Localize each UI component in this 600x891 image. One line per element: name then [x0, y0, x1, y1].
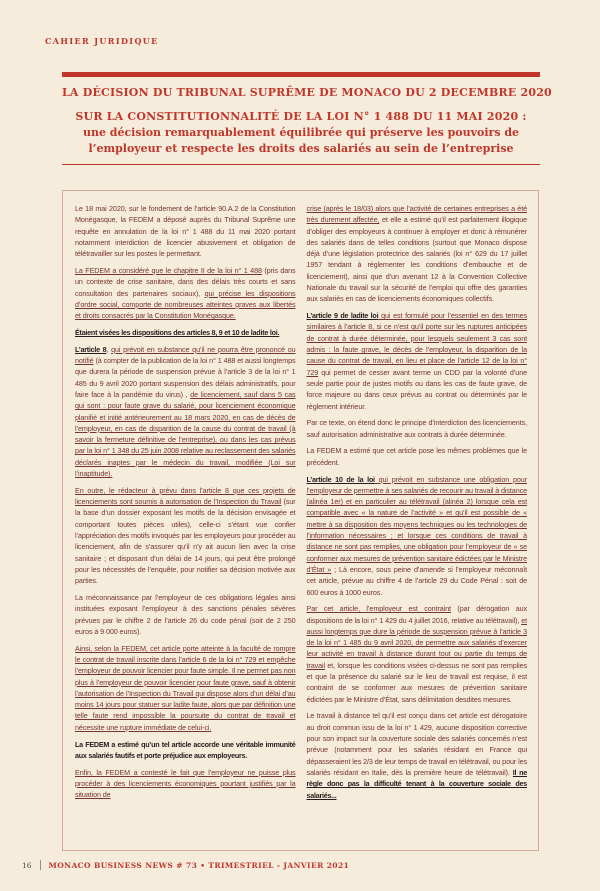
paragraph [307, 310, 528, 412]
text-run: Par ce texte, on étend donc le principe d’interdiction des licenciements, sauf autorisation administrative aux contrats à durée déterminée. [306, 418, 527, 439]
magazine-name-and-issue [49, 861, 350, 870]
text-run: qui est formulé pour l’essentiel en des termes similaires à l’article 8, si ce n’est qu’il porte sur les ruptures anticipées de contrat à durée déterminée, pour lesquels seulement 3 cas sont admis : la faute grave, le décès de l’employeur, la disparition de la cause du contrat de travail, en lieu et place de l’article 12 de la loi n° 729 [306, 311, 527, 377]
text-run: La FEDEM a estimé qu’un tel article accorde une véritable immunité aux salariés fautifs et porte préjudice aux employeurs. [75, 739, 296, 760]
text-run: Par cet article, l’employeur est contraint [306, 604, 451, 614]
text-run: qui permet de cesser avant terme un CDD par la volonté d’une seule partie pour de justes motifs ou dans les cas de faute grave, de force majeure ou dans ceux prévus au contrat ou déterminés par le règlement intérieur. [306, 367, 527, 411]
magazine-name: MONACO BUSINESS NEWS [48, 860, 174, 870]
article-title-line-1: LA DÉCISION DU TRIBUNAL SUPRÊME DE MONACO DU 2 DECEMBRE 2020 [62, 86, 552, 99]
text-run: Étaient visées les dispositions des articles 8, 9 et 10 de ladite loi. [75, 327, 280, 337]
paragraph [75, 327, 296, 338]
paragraph [75, 203, 296, 259]
text-run: La FEDEM a considéré que le chapitre II de la loi n° 1 488 [75, 265, 262, 275]
article-title-line-2: SUR LA CONSTITUTIONNALITÉ DE LA LOI N° 1 488 DU 11 MAI 2020 : [75, 110, 527, 123]
right-column [307, 203, 528, 840]
text-run: (pris dans un contexte de crise sanitaire, dans des délais très courts et sans consultation des partenaires sociaux), [75, 265, 296, 298]
page-footer [22, 860, 349, 870]
article-body-box [62, 190, 539, 851]
article-subtitle-line-1: une décision remarquablement équilibrée qui préserve les pouvoirs de [82, 126, 520, 139]
header-top-bar [62, 72, 540, 77]
paragraph [75, 643, 296, 733]
text-run: et, lorsque les conditions visées ci-dessus ne sont pas remplies et que la présence du salarié sur le lieu de travail est requise, il est contraint de se conformer aux mesures de prévention sanitaire édictées par le Ministre d’État, sans délimitation desdites mesures. [306, 660, 527, 704]
text-run: L’article 10 de la loi [306, 474, 375, 484]
article-subtitle-line-2: l’employeur et respecte les droits des salariés au sein de l’entreprise [88, 142, 514, 155]
paragraph [75, 767, 296, 801]
text-run: La FEDEM a estimé que cet article pose les mêmes problèmes que le précédent. [306, 446, 527, 467]
paragraph [307, 710, 528, 800]
paragraph [75, 485, 296, 587]
text-run: et elle a estimé qu’il est parfaitement illogique d’obliger des employeurs à continuer à employer et donc à rémunérer des salariés dans de telles conditions (surtout que Monaco dispose déjà d’une législation protectrice des salariés (loi n° 629 du 17 juillet 1957 tendant à réglementer les conditions d’embauche et de licenciement), ainsi que d’un avenant 12 à la Convention Collective Nationale du travail sur la sécurité de l’emploi qui offre des garanties aux salariés en cas de licenciements économiques collectifs. [306, 215, 528, 304]
paragraph [75, 344, 296, 480]
text-run: L’article 8 [75, 344, 107, 354]
paragraph [75, 592, 296, 637]
text-run: Le 18 mai 2020, sur le fondement de l’article 90.A.2 de la Constitution Monégasque, la FEDEM a déposé auprès du Tribunal Suprême une requête en annulation de la loi n° 1 488 du 11 mai 2020 portant notamment interdiction de licencier abusivement et obligation de télétravailler sur les postes le permettant. [75, 204, 296, 259]
text-run: (à compter de la publication de la loi n° 1 488 et aussi longtemps que durera la période de suspension prévue à l’article 3 de la loi n° 1 485 du 9 avril 2020 portant suspension des délais administratifs, pour faire face à la pandémie du virus) , [75, 356, 296, 399]
paragraph [307, 603, 528, 705]
header-bottom-rule [62, 164, 540, 165]
text-run: En outre, le rédacteur à prévu dans l’article 8 que ces projets de licenciements sont soumis à autorisation de l’Inspection du Travail [75, 485, 296, 507]
text-run: Enfin, la FEDEM a contesté le fait que l’employeur ne puisse plus procéder à des licenciements économiques pourtant justifiés par la situation de [75, 767, 296, 800]
text-run: crise (après le 18/03) alors que l’activité de certaines entreprises a été très durement affectée, [306, 204, 527, 225]
paragraph [307, 203, 528, 305]
paragraph [307, 417, 528, 440]
text-run: qui précise les dispositions d’ordre social, comporte de nombreuses atteintes graves aux libertés et droits consacrés par la Constitution Monégasque. [75, 288, 296, 321]
page-number: 16 [22, 860, 32, 870]
text-run: qui prévoit en substance une obligation pour l’employeur de permettre à ses salariés de recourir au travail à distance (alinéa 1er) et en particulier au télétravail (alinéa 2) lorsque cela est compatible avec « la nature de l’activité » et qu’il est possible de « mettre à sa disposition des moyens techniques ou les technologies de l’information nécessaires ; et lorsque ces conditions de travail à distance ne sont pas remplies, une obligation pour l’employeur de « se conformer aux mesures de prévention sanitaire édictées par le Ministre d’État » [306, 474, 527, 574]
text-run: qui prévoit en substance qu’il ne pourra être prononcé ou notifié [75, 344, 296, 366]
text-run: La méconnaissance par l’employeur de ces obligations légales ainsi instituées exposant l’employeur à des sanctions pénales sévères prévues par le chiffre 2 de l’article 26 du code pénal (soit de 2 250 euros à 9 000 euros). [75, 593, 296, 636]
text-run: de licenciement, sauf dans 5 cas qui sont : pour faute grave du salarié, pour licenciement économique planifié et initié antérieurement au 18 mars 2020, en cas de décès de l’employeur, en cas de disparition de la cause du contrat de travail (à savoir la fermeture définitive de l’entreprise), ou dans les cas prévus par la loi n° 1 348 du 25 juin 2008 relative au reclassement des salariés déclarés inaptes par le médecin du travail, modifiée (Loi sur l’inaptitude). [75, 389, 296, 479]
text-run: (par dérogation aux dispositions de la loi n° 1 429 du 4 juillet 2016, relative au télétravail), [306, 604, 527, 625]
text-run: Le travail à distance tel qu’il est conçu dans cet article est dérogatoire au droit commun issu de la loi n° 1 429, aucune disposition corrective pour son impact sur la couverture sociale des salariés concernés n’est prévue (notamment pour les salariés résidant en France qui dépasseraient les 2/3 de leur temps de travail en télétravail, ou pour les salariés résidant en Italie, dès la première heure de télétravail). [306, 711, 527, 777]
paragraph [75, 265, 296, 321]
text-run: (sur la base d’un dossier exposant les motifs de la décision envisagée et comportant toutes pièces utiles), celle-ci s’étant vue confier l’appréciation des motifs invoqués par les employeurs pour procéder au licenciement, afin de s’assurer qu’il n’y ait aucun lien avec la crise sanitaire ; et disposant d’un délai de 14 jours, qui peut être prolongé pour les nécessités de l’enquête, pour notifier sa décision motivée aux parties. [75, 497, 296, 586]
paragraph [307, 445, 528, 468]
paragraph [75, 739, 296, 762]
left-column [75, 203, 296, 840]
text-run: , [106, 344, 112, 354]
text-run: Ainsi, selon la FEDEM, cet article porte atteinte à la faculté de rompre le contrat de travail inscrite dans l’article 6 de la loi n° 729 et empêche l’employeur de pouvoir licencier pour faute simple. Il ne permet pas non plus à l’employeur de pouvoir licencier pour faute grave, sauf à obtenir l’autorisation de l’Inspection du Travail qui dispose alors d’un délai d’au moins 14 jours pour statuer sur ladite faute, alors que par définition une telle faute rend impossible la poursuite du contrat de travail et nécessite une rupture immédiate de celui-ci. [75, 643, 296, 732]
section-label: CAHIER JURIDIQUE [45, 36, 159, 46]
text-run: et aussi longtemps que dure la période de suspension prévue à l’article 3 de la loi n° 1 485 du 9 avril 2020, de permettre aux salariés d’exercer leur activité en travail à distance durant tout ou partie du temps de travail [306, 615, 527, 670]
article-header [62, 72, 552, 165]
footer-separator [40, 860, 41, 870]
text-run: L’article 9 de ladite loi [306, 311, 379, 321]
issue-info: # 73 • TRIMESTRIEL - JANVIER 2021 [176, 860, 350, 870]
text-run: ; Là encore, sous peine d’amende si l’employeur méconnaît cet article, prévue au chiffre 4 de l’article 29 du Code Pénal : soit de 600 euros à 1000 euros. [306, 564, 527, 597]
paragraph [307, 474, 528, 598]
text-run: Il ne règle donc pas la difficulté tenant à la couverture sociale des salariés... [306, 767, 527, 800]
